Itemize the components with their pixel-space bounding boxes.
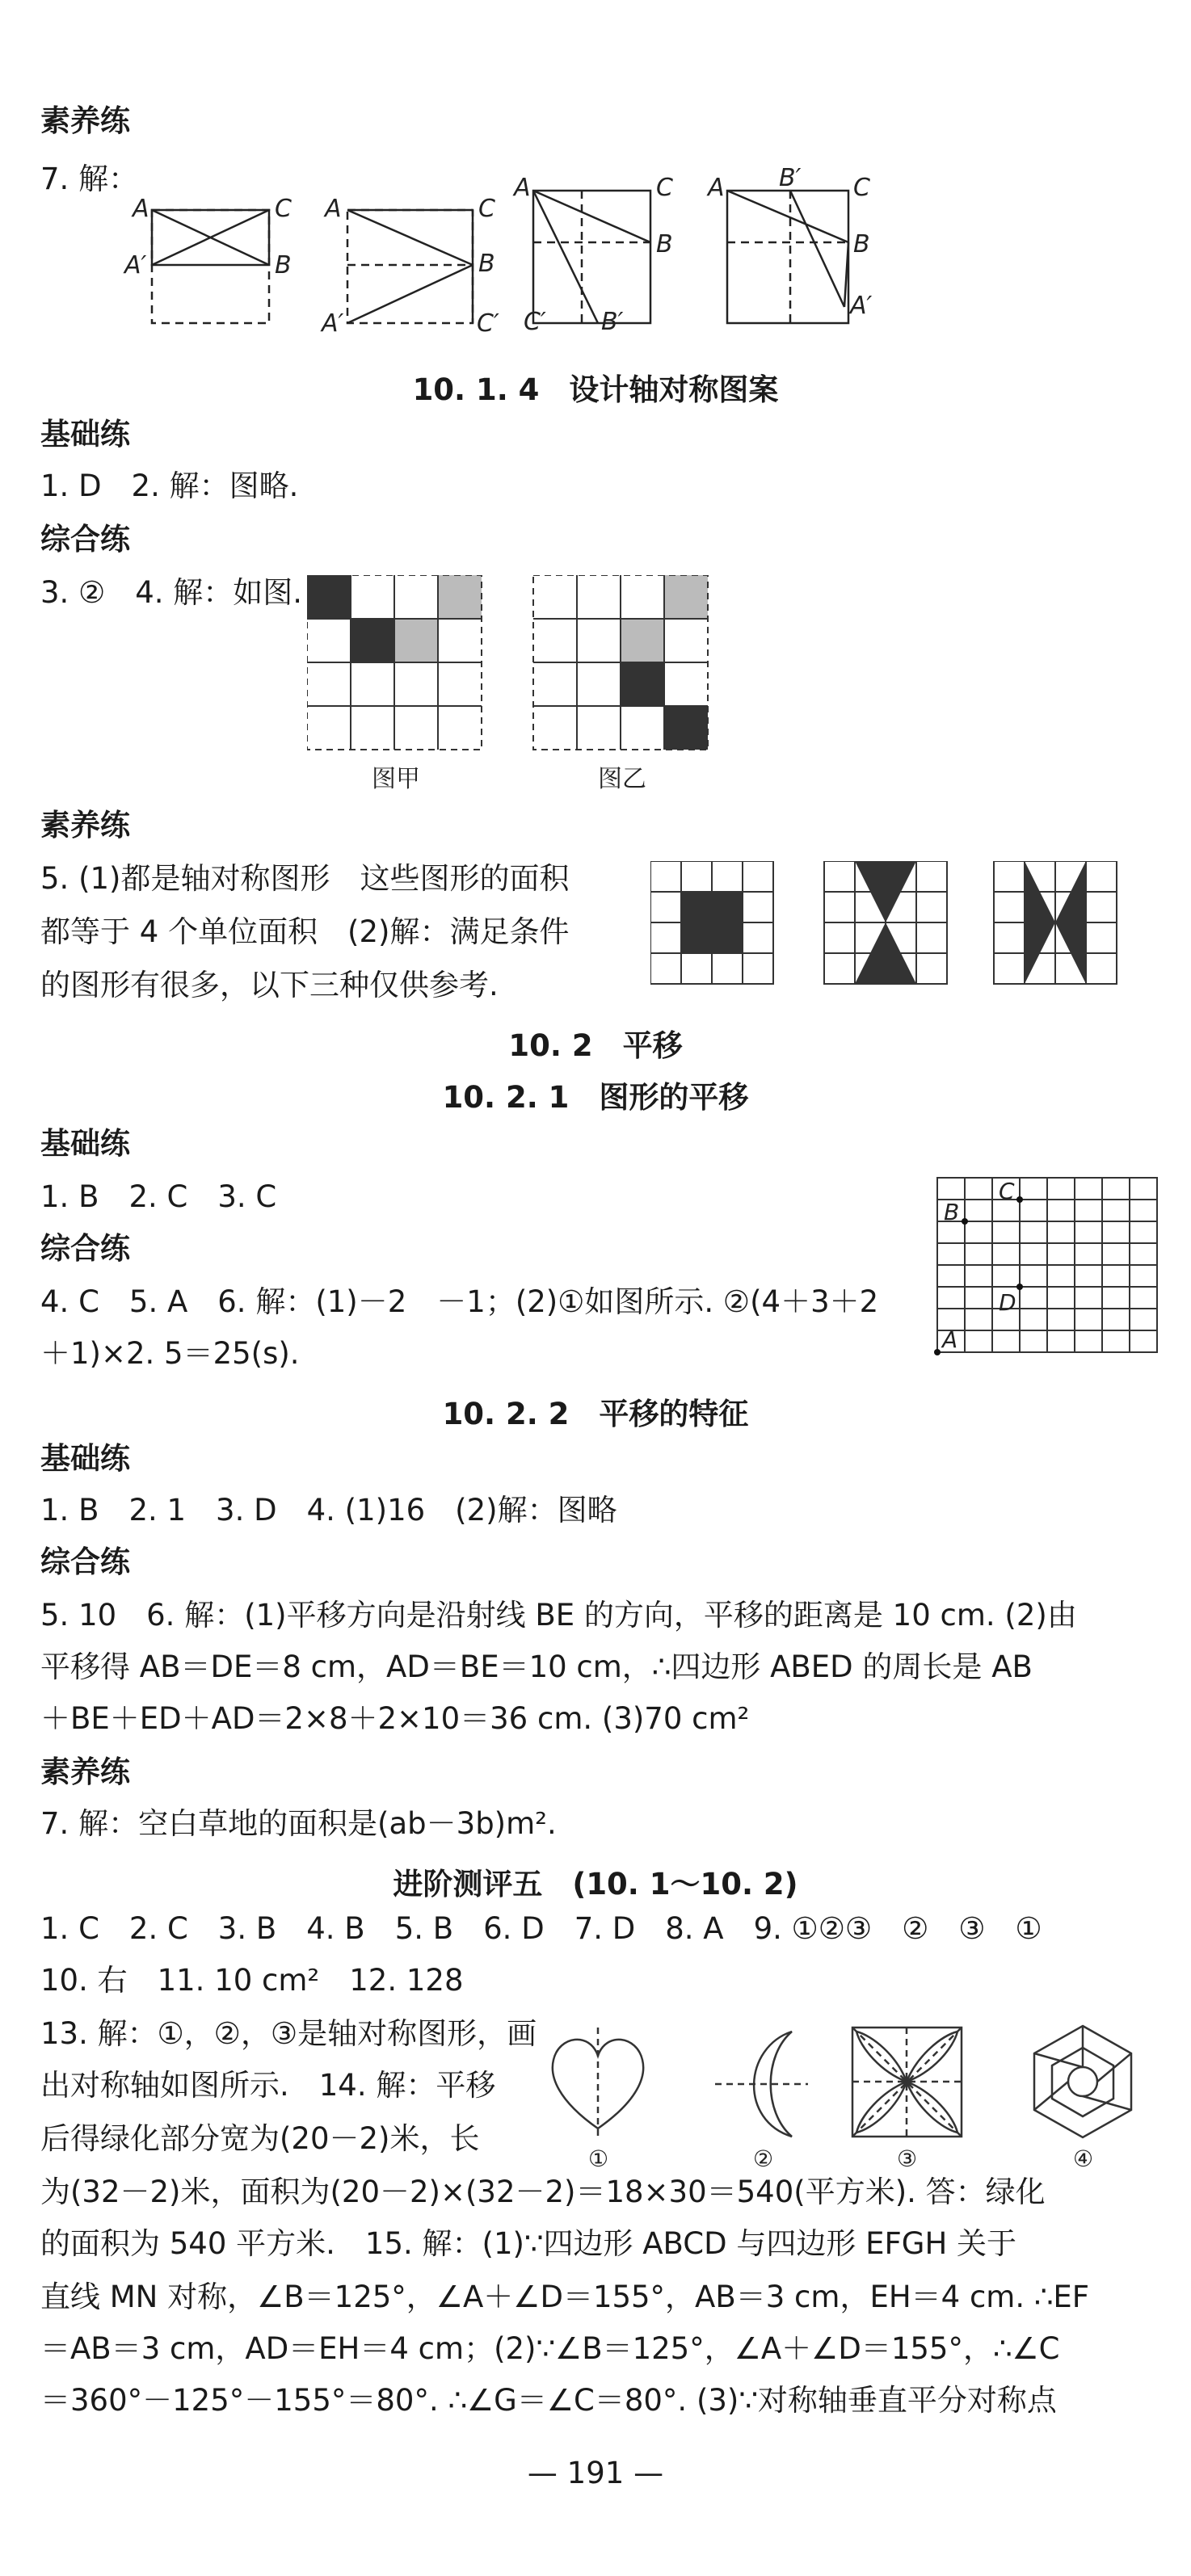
fig4-label-ap: A′ (850, 292, 873, 320)
section-label-zonghe-1: 综合练 (40, 522, 130, 557)
answer-line: 13. 解：①，②，③是轴对称图形，画 (40, 2016, 537, 2051)
section-label-zonghe-3: 综合练 (40, 1544, 130, 1579)
answer-line: 1. C 2. C 3. B 4. B 5. B 6. D 7. D 8. A 9. ①②③ ② ③ ① (40, 1911, 1042, 1946)
answer-line: ＋BE＋ED＋AD＝2×8＋2×10＝36 cm. (3)70 cm² (40, 1701, 750, 1736)
section-label-suyang-3: 素养练 (40, 1754, 130, 1789)
section-title-10-1-4: 10. 1. 4 设计轴对称图案 (412, 372, 779, 407)
answer-line: 平移得 AB＝DE＝8 cm，AD＝BE＝10 cm，∴四边形 ABED 的周长是 AB (40, 1649, 1033, 1684)
answer-line: 1. D 2. 解：图略. (40, 469, 299, 503)
answer-line: ＝360°－125°－155°＝80°. ∴∠G＝∠C＝80°. (3)∵对称轴垂直平分对称点 (40, 2383, 1057, 2418)
fig4-label-c: C (853, 174, 870, 202)
section-label-jichu-3: 基础练 (40, 1441, 130, 1476)
fig1-label-a: A (133, 195, 149, 223)
fig3-label-b: B (656, 230, 673, 258)
page-number: — 191 — (527, 2456, 664, 2490)
fig3-label-bp: B′ (601, 308, 624, 336)
answer-line: 1. B 2. 1 3. D 4. (1)16 (2)解：图略 (40, 1493, 617, 1528)
section-title-10-2: 10. 2 平移 (508, 1028, 683, 1063)
section-label-zonghe-2: 综合练 (40, 1231, 130, 1266)
figlabel-1: ① (588, 2145, 609, 2172)
grid-figures-jia-yi (307, 575, 727, 801)
answer-line: ＋1)×2. 5＝25(s). (40, 1336, 300, 1371)
answer-line: 10. 右 11. 10 cm² 12. 128 (40, 1963, 464, 1998)
fig1-label-ap: A′ (124, 251, 147, 279)
grid-label-b: B (944, 1199, 960, 1225)
figlabel-3: ③ (897, 2145, 918, 2172)
section-label-jichu-2: 基础练 (40, 1126, 130, 1161)
fig2-label-cp: C′ (477, 309, 499, 338)
q7-label: 7. 解： (40, 162, 139, 196)
fold-figures (113, 152, 881, 346)
answer-line: 7. 解：空白草地的面积是(ab－3b)m². (40, 1806, 557, 1841)
fig1-label-b: B (275, 251, 292, 279)
fig2-label-ap: A′ (322, 309, 344, 338)
fig3-label-a: A (514, 174, 531, 202)
grid-label-d: D (999, 1289, 1016, 1316)
grid-label-c: C (999, 1178, 1015, 1204)
answer-line: 5. 10 6. 解：(1)平移方向是沿射线 BE 的方向，平移的距离是 10 cm. (2)由 (40, 1598, 1077, 1633)
answer-line: 出对称轴如图所示. 14. 解：平移 (40, 2068, 496, 2103)
fig4-label-bp: B′ (779, 164, 802, 192)
caption-jia: 图甲 (372, 765, 420, 793)
answer-line: ＝AB＝3 cm，AD＝EH＝4 cm；(2)∵∠B＝125°，∠A＋∠D＝155°，∴∠C (40, 2331, 1060, 2366)
section-title-10-2-1: 10. 2. 1 图形的平移 (442, 1080, 749, 1115)
translation-grid (929, 1171, 1172, 1365)
symmetric-figures (650, 861, 1168, 990)
answer-line: 直线 MN 对称，∠B＝125°，∠A＋∠D＝155°，AB＝3 cm，EH＝4 cm. ∴EF (40, 2280, 1090, 2314)
answer-line: 都等于 4 个单位面积 (2)解：满足条件 (40, 914, 570, 949)
fig3-label-cp: C′ (524, 308, 546, 336)
fig4-label-b: B (853, 230, 870, 258)
section-label-suyang: 素养练 (40, 103, 130, 138)
grid-label-a: A (942, 1326, 958, 1353)
answer-line: 的图形有很多，以下三种仅供参考. (40, 968, 499, 1002)
answer-line: 为(32－2)米，面积为(20－2)×(32－2)＝18×30＝540(平方米). 答：绿化 (40, 2175, 1046, 2209)
answer-line: 3. ② 4. 解：如图. (40, 575, 303, 610)
answer-line: 4. C 5. A 6. 解：(1)－2 －1；(2)①如图所示. ②(4＋3＋2 (40, 1284, 879, 1319)
fig2-label-c: C (478, 195, 495, 223)
figlabel-2: ② (753, 2145, 774, 2172)
fig1-label-c: C (275, 195, 292, 223)
answer-line: 的面积为 540 平方米. 15. 解：(1)∵四边形 ABCD 与四边形 EFGH 关于 (40, 2226, 1017, 2261)
symmetry-axis-figures (541, 2011, 1155, 2173)
caption-yi: 图乙 (598, 765, 646, 793)
answer-line: 1. B 2. C 3. C (40, 1179, 277, 1214)
answer-line: 5. (1)都是轴对称图形 这些图形的面积 (40, 861, 570, 896)
section-title-10-2-2: 10. 2. 2 平移的特征 (442, 1397, 749, 1431)
section-label-jichu-1: 基础练 (40, 417, 130, 452)
fig2-label-a: A (325, 195, 342, 223)
section-title-test-5: 进阶测评五 (10. 1～10. 2) (393, 1867, 798, 1902)
fig2-label-b: B (478, 250, 495, 278)
answer-line: 后得绿化部分宽为(20－2)米，长 (40, 2121, 480, 2156)
section-label-suyang-2: 素养练 (40, 808, 130, 843)
fig3-label-c: C (656, 174, 673, 202)
fig4-label-a: A (708, 174, 725, 202)
figlabel-4: ④ (1073, 2145, 1094, 2172)
